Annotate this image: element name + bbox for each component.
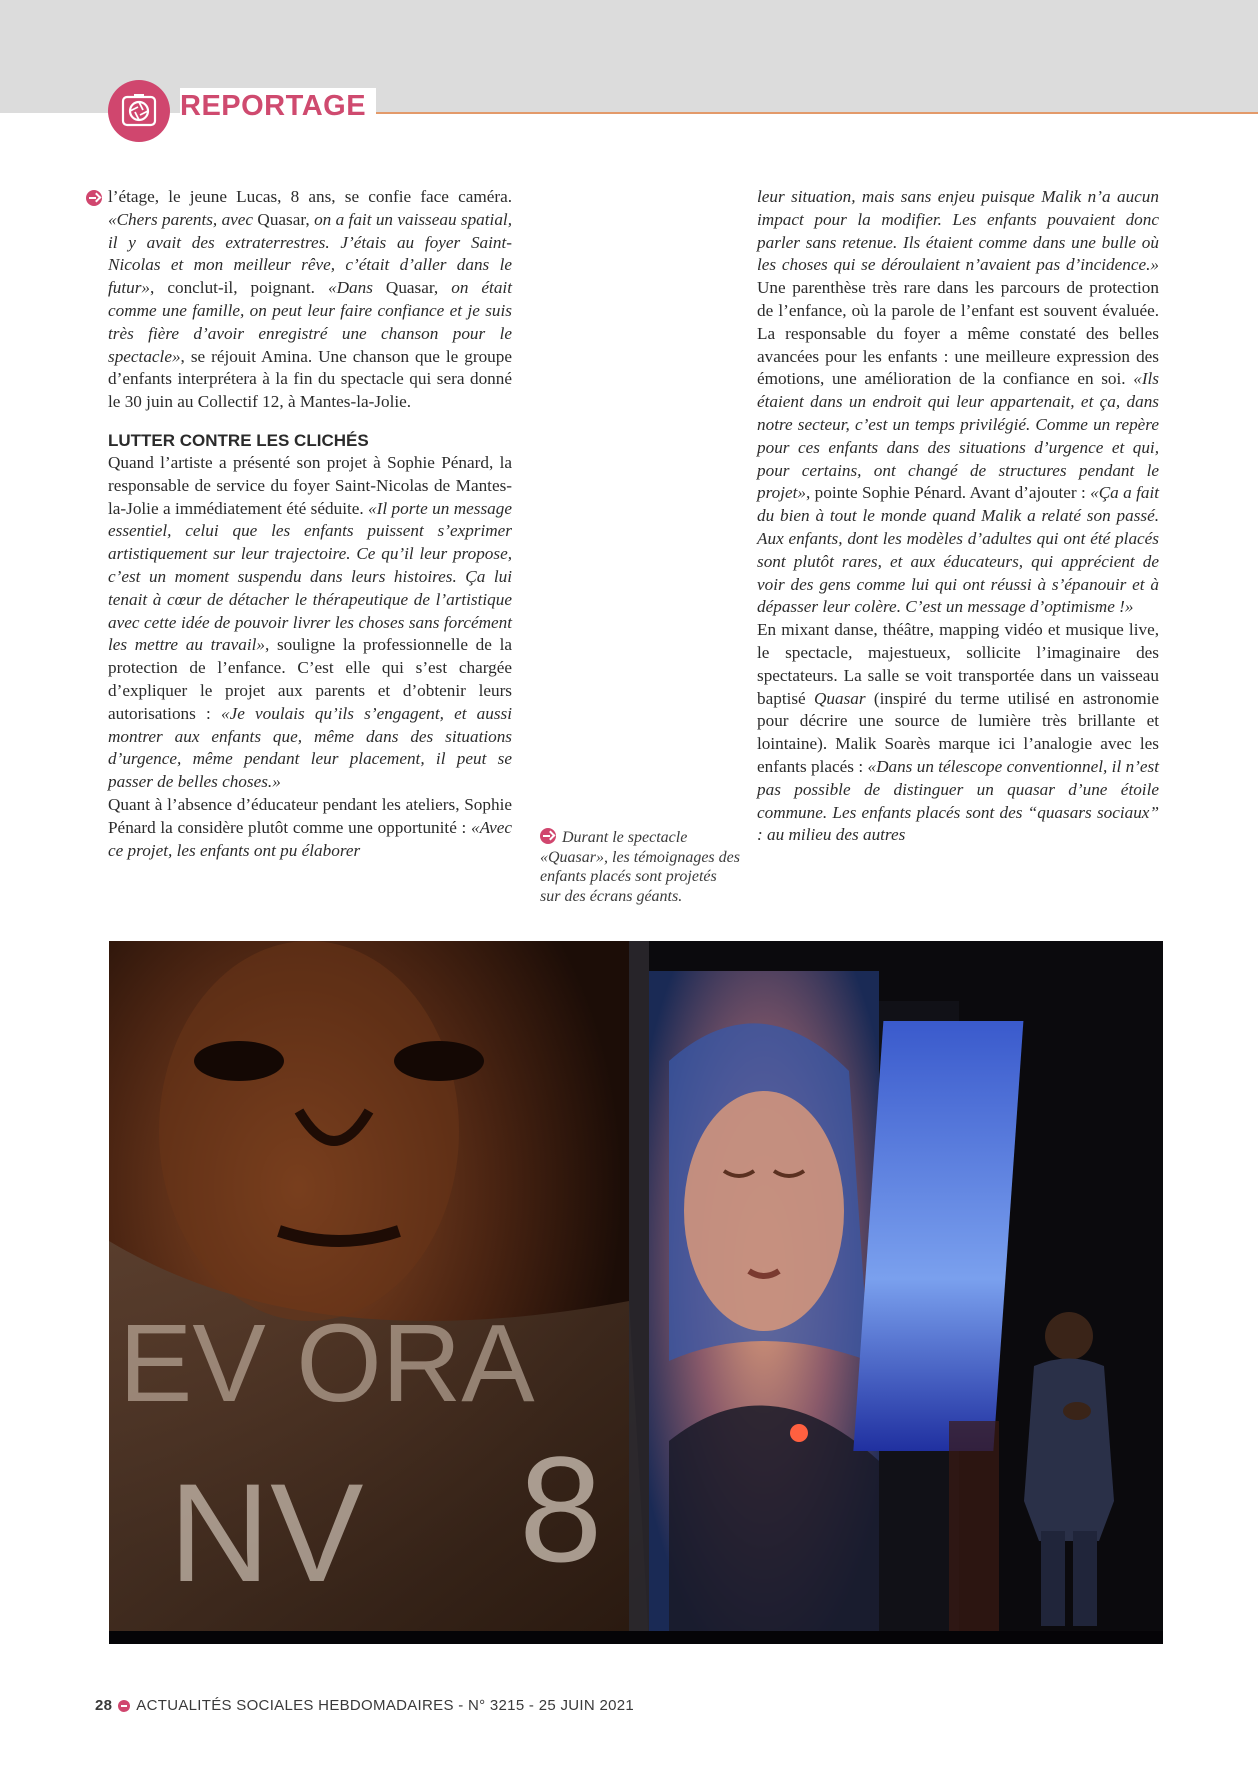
shirt-text-1: EV ORA bbox=[119, 1302, 535, 1425]
text-run: (inspiré du terme utilisé en astronomie pour décrire une source de lumière très brillante et lointaine). Malik Soarès marque ici l’analogie avec les enfants placés : bbox=[757, 688, 1159, 776]
italic-run: Quasar bbox=[814, 688, 866, 708]
caption-arrow-icon bbox=[540, 828, 556, 844]
italic-run: «Ils étaient dans un endroit qui leur appartenait, et ça, dans notre secteur, c’est un temps privilégié. Comme un repère pour ces enfants dans des situations d’urgence et qui, pour certains, ont changé de structures pendant le projet» bbox=[757, 369, 1159, 503]
paragraph bbox=[108, 452, 512, 794]
publication-info: ACTUALITÉS SOCIALES HEBDOMADAIRES - N° 3215 - 25 JUIN 2021 bbox=[136, 1697, 635, 1714]
italic-run: «Dans un télescope conventionnel, il n’est pas possible de distinguer un quasar d’une étoile commune. Les enfants placés sont des “quasars sociaux” : au milieu des autres bbox=[757, 756, 1159, 845]
header-rule bbox=[355, 112, 1258, 114]
italic-run: leur situation, mais sans enjeu puisque Malik n’a aucun impact pour la modifier. Les enfants pouvaient donc parler sans retenue. Ils étaient comme dans une bulle où les choses qui se déroulaient n’avaient pas d’incidence.» bbox=[757, 187, 1159, 275]
text-run: , souligne la professionnelle de la protection de l’enfance. C’est elle qui s’est chargée d’expliquer le projet aux parents et d’obtenir leurs autorisations : bbox=[108, 635, 512, 723]
camera-shutter-icon bbox=[119, 91, 159, 131]
paragraph bbox=[757, 186, 1159, 619]
text-run: Quasar, bbox=[385, 278, 452, 298]
caption-text: Durant le spectacle «Quasar», les témoignages des enfants placés sont projetés sur des écrans géants. bbox=[540, 829, 740, 905]
italic-run: «Je voulais qu’ils s’engagent, et aussi montrer aux enfants que, même dans des situations d’urgence, même pendant leur placement, il peut se passer de belles choses.» bbox=[108, 703, 512, 792]
page-footer bbox=[95, 1697, 634, 1714]
footer-arrow-icon bbox=[118, 1700, 130, 1712]
article-column-left bbox=[108, 186, 512, 862]
continuation-arrow-icon bbox=[86, 190, 102, 206]
page-number: 28 bbox=[95, 1697, 113, 1714]
stage-photo-illustration bbox=[109, 941, 1163, 1644]
italic-run: «Dans bbox=[328, 278, 386, 298]
text-run: En mixant danse, théâtre, mapping vidéo et musique live, le spectacle, majestueux, sollicite l’imaginaire des spectateurs. La salle se voit transportée dans un vaisseau baptisé bbox=[757, 620, 1159, 708]
text-run: , pointe Sophie Pénard. Avant d’ajouter : bbox=[806, 483, 1091, 503]
italic-run: «Ça a fait du bien à tout le monde quand Malik a relaté son passé. Aux enfants, dont les modèles d’adultes qui ont été placés sont plutôt rares, et aux éducateurs, qui apprécient de voir des gens comme lui qui ont réussi à s’épanouir et à dépasser leur colère. C’est un message d’optimisme !» bbox=[757, 483, 1159, 617]
text-run: Une parenthèse très rare dans les parcours de protection de l’enfance, où la parole de l’enfant est souvent évaluée. La responsable du foyer a même constaté des belles avancées pour les enfants : une meilleure expression des émotions, une amélioration de la confiance en soi. bbox=[757, 278, 1159, 389]
text-run: Quand l’artiste a présenté son projet à Sophie Pénard, la responsable de service du foyer Saint-Nicolas de Mantes-la-Jolie a immédiatement été séduite. bbox=[108, 452, 512, 518]
stage-photo bbox=[109, 941, 1163, 1644]
stage-light bbox=[790, 1424, 808, 1442]
italic-run: «Chers parents, avec bbox=[108, 209, 258, 229]
paragraph bbox=[108, 186, 512, 414]
italic-run: «Il porte un message essentiel, celui que les enfants puissent s’exprimer artistiquement sur leur trajectoire. Ce qu’il leur propose, c’est un moment suspendu dans leurs histoires. Ça lui tenait à cœur de détacher le thérapeutique de l’artistique avec cette idée de pouvoir livrer les choses sans forcément les mettre au travail» bbox=[108, 498, 512, 655]
italic-run: «Avec ce projet, les enfants ont pu élaborer bbox=[108, 817, 512, 860]
article-column-right bbox=[757, 186, 1159, 847]
paragraph bbox=[108, 794, 512, 862]
italic-run: on était comme une famille, on peut leur faire confiance et je suis très fière d’avoir enregistré une chanson pour le spectacle» bbox=[108, 278, 512, 366]
italic-run: on a fait un vaisseau spatial, il y avait des extraterrestres. J’étais au foyer Saint-Nicolas et mon meilleur rêve, c’était d’aller dans le futur» bbox=[108, 209, 512, 298]
shirt-text-3: 8 bbox=[519, 1425, 603, 1593]
section-badge bbox=[108, 80, 170, 142]
text-run: Quant à l’absence d’éducateur pendant les ateliers, Sophie Pénard la considère plutôt comme une opportunité : bbox=[108, 794, 512, 837]
shirt-text-2: NV bbox=[169, 1454, 364, 1611]
text-run: Quasar, bbox=[257, 209, 315, 229]
text-run: , conclut-il, poignant. bbox=[150, 278, 328, 298]
section-title: REPORTAGE bbox=[180, 88, 376, 124]
photo-caption bbox=[540, 828, 740, 906]
paragraph bbox=[757, 619, 1159, 847]
subheading: LUTTER CONTRE LES CLICHÉS bbox=[108, 430, 369, 450]
text-run: , se réjouit Amina. Une chanson que le groupe d’enfants interprétera à la fin du spectacle qui sera donné le 30 juin au Collectif 12, à Mantes-la-Jolie. bbox=[108, 346, 512, 412]
text-run: l’étage, le jeune Lucas, 8 ans, se confie face caméra. bbox=[108, 187, 512, 206]
